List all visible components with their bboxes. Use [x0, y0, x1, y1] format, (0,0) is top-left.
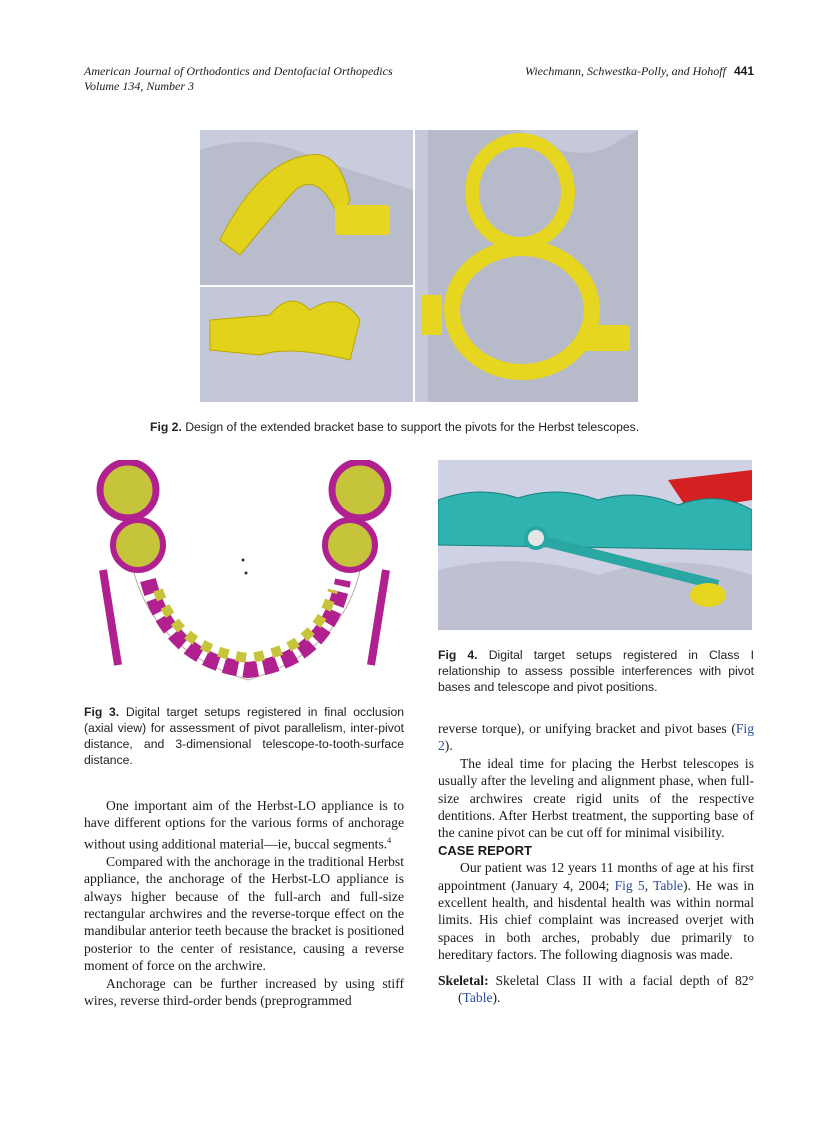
diagnosis-label: Skeletal: [438, 972, 489, 988]
paragraph-text: reverse torque), or unifying bracket and pivot bases ( [438, 721, 736, 736]
paragraph-text: ). [444, 738, 453, 754]
diagnosis-text: Skeletal Class II with a facial depth of 82° ( [458, 972, 754, 1006]
table-link[interactable]: Table [462, 990, 493, 1006]
caption-text: Digital target setups registered in final occlusion (axial view) for assessment of pivot parallelism, inter-pivot distance, and 3-dimensional telescope-to-tooth-surface distance. [84, 705, 405, 767]
paragraph-text: Our patient was 12 years 11 months of age at his first appointment (January 4, 2004; [438, 860, 754, 893]
section-heading: CASE REPORT [438, 842, 532, 858]
running-header-right [525, 64, 754, 79]
paragraph [438, 720, 754, 755]
table-link[interactable]: Table [653, 877, 684, 893]
figure-label: Fig 4. [438, 648, 478, 662]
figure-2-caption [150, 419, 710, 435]
left-column-body [84, 797, 404, 1009]
fig-2-link[interactable]: Fig 2 [438, 721, 754, 754]
page-number: 441 [733, 64, 754, 78]
figure-label: Fig 3. [84, 705, 120, 719]
diagnosis-item [438, 972, 754, 1007]
figure-3-image [88, 460, 402, 698]
journal-name: American Journal of Orthodontics and Dentofacial Orthopedics [84, 64, 393, 78]
caption-text: Digital target setups registered in Class I relationship to assess possible interferences with pivot bases and telescope and pivot positions. [438, 648, 754, 694]
paragraph [438, 859, 754, 963]
diagnosis-text: ). [492, 990, 501, 1006]
paragraph: The ideal time for placing the Herbst telescopes is usually after the leveling and alignment phase, when full-size archwires create rigid units of the respective dentitions. After Herbst treatment, the supporting base of the canine pivot can be cut off for minimal visibility. [438, 755, 754, 841]
figure-label: Fig 2. [150, 420, 182, 434]
paragraph: Anchorage can be further increased by using stiff wires, reverse third-order bends (preprogrammed [84, 975, 404, 1008]
right-column-body [438, 720, 754, 1007]
separator: , [644, 877, 654, 893]
figure-4-caption [438, 647, 754, 695]
paragraph-text: ). He was in excellent health, and hisdental health was within normal limits. His chief complaint was increased overjet with spaces in both arches, probably due primarily to hereditary factors. The following diagnosis was made. [438, 877, 754, 963]
figure-3-caption [84, 704, 404, 768]
volume-info: Volume 134, Number 3 [84, 79, 194, 93]
running-header-left [84, 64, 393, 94]
paragraph-text: One important aim of the Herbst-LO appliance is to have different options for the various forms of anchorage without using additional material—ie, buccal segments. [84, 798, 404, 852]
caption-text: Design of the extended bracket base to support the pivots for the Herbst telescopes. [185, 420, 640, 434]
figure-4-image [438, 460, 752, 630]
fig-5-link[interactable]: Fig 5 [614, 877, 645, 893]
reference-4: 4 [387, 835, 392, 845]
authors: Wiechmann, Schwestka-Polly, and Hohoff [525, 64, 726, 78]
paragraph [84, 797, 404, 853]
paragraph: Compared with the anchorage in the traditional Herbst appliance, the anchorage of the Herbst-LO appliance is always higher because of the full-arch and full-size rectangular archwires and the reverse-torque effect on the mandibular anterior teeth because the bracket is positioned posterior to the center of resistance, causing a reverse moment of force on the archwire. [84, 853, 404, 974]
figure-2-image [200, 130, 638, 402]
